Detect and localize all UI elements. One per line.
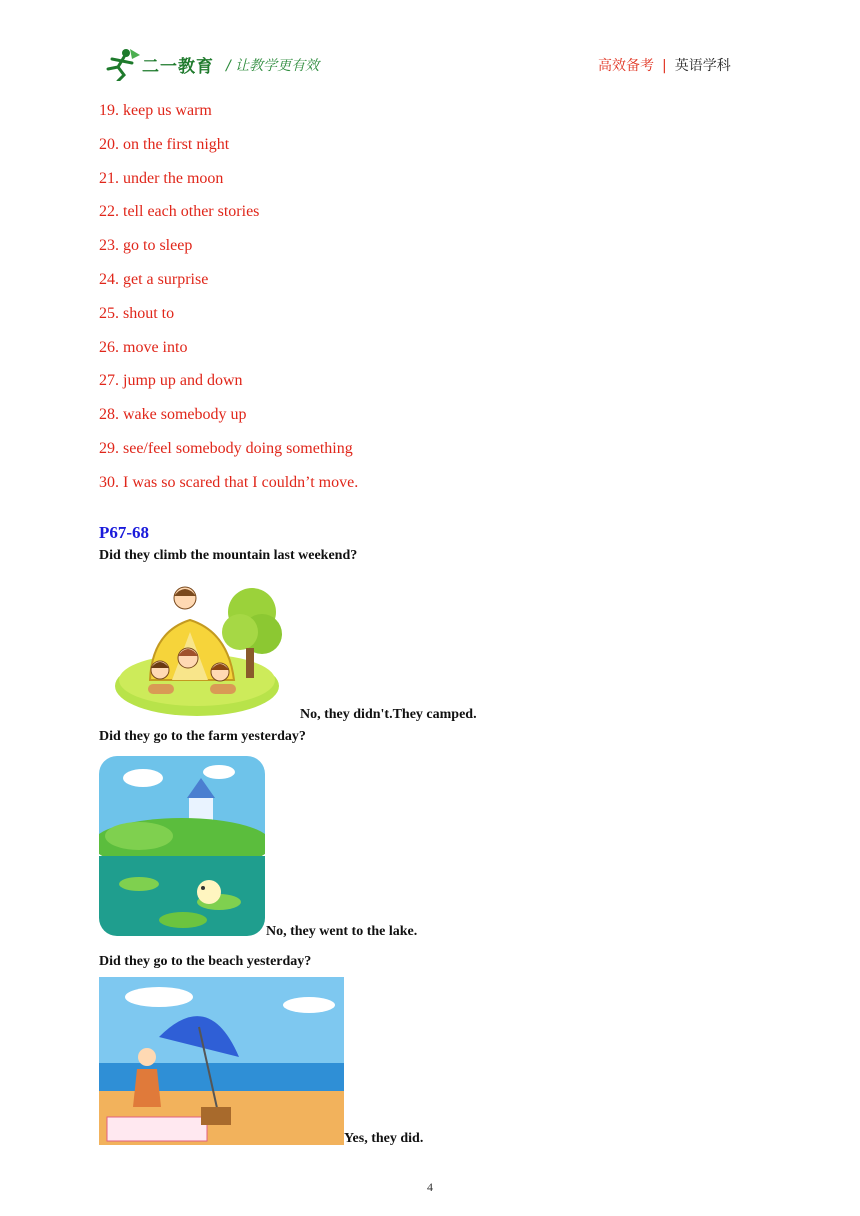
lake-castle-illustration <box>99 756 265 936</box>
answer-2: No, they went to the lake. <box>266 924 418 939</box>
page-number: 4 <box>427 1180 433 1194</box>
header-divider: | <box>662 58 667 74</box>
list-item: 27. jump up and down <box>99 372 243 390</box>
brand-name: 二一教育 <box>142 57 214 77</box>
header-subject-label: 英语学科 <box>674 58 731 74</box>
list-item: 26. move into <box>99 338 188 356</box>
list-item: 28. wake somebody up <box>99 406 247 424</box>
question-1: Did they climb the mountain last weekend? <box>99 548 358 563</box>
list-item: 24. get a surprise <box>99 270 209 288</box>
list-item: 29. see/feel somebody doing something <box>99 439 353 457</box>
beach-umbrella-illustration <box>99 977 344 1145</box>
answer-3: Yes, they did. <box>344 1131 424 1146</box>
list-item: 30. I was so scared that I couldn’t move. <box>99 473 359 491</box>
question-2: Did they go to the farm yesterday? <box>99 729 306 744</box>
question-3: Did they go to the beach yesterday? <box>99 954 312 969</box>
list-item: 25. shout to <box>99 304 175 322</box>
header-tagline: 高效备考 <box>598 58 654 74</box>
list-item: 23. go to sleep <box>99 237 193 255</box>
page-header <box>0 0 860 100</box>
list-item: 22. tell each other stories <box>99 203 260 221</box>
header-subject <box>598 55 731 75</box>
list-item: 19. keep us warm <box>99 102 212 119</box>
brand-slogan: / 让教学更有效 <box>226 58 320 74</box>
list-item: 20. on the first night <box>99 135 230 153</box>
list-item: 21. under the moon <box>99 169 224 187</box>
answer-1: No, they didn't.They camped. <box>300 707 477 722</box>
section-title: P67-68 <box>99 523 150 542</box>
camping-tent-illustration <box>112 572 282 720</box>
phrase-list <box>99 100 358 506</box>
